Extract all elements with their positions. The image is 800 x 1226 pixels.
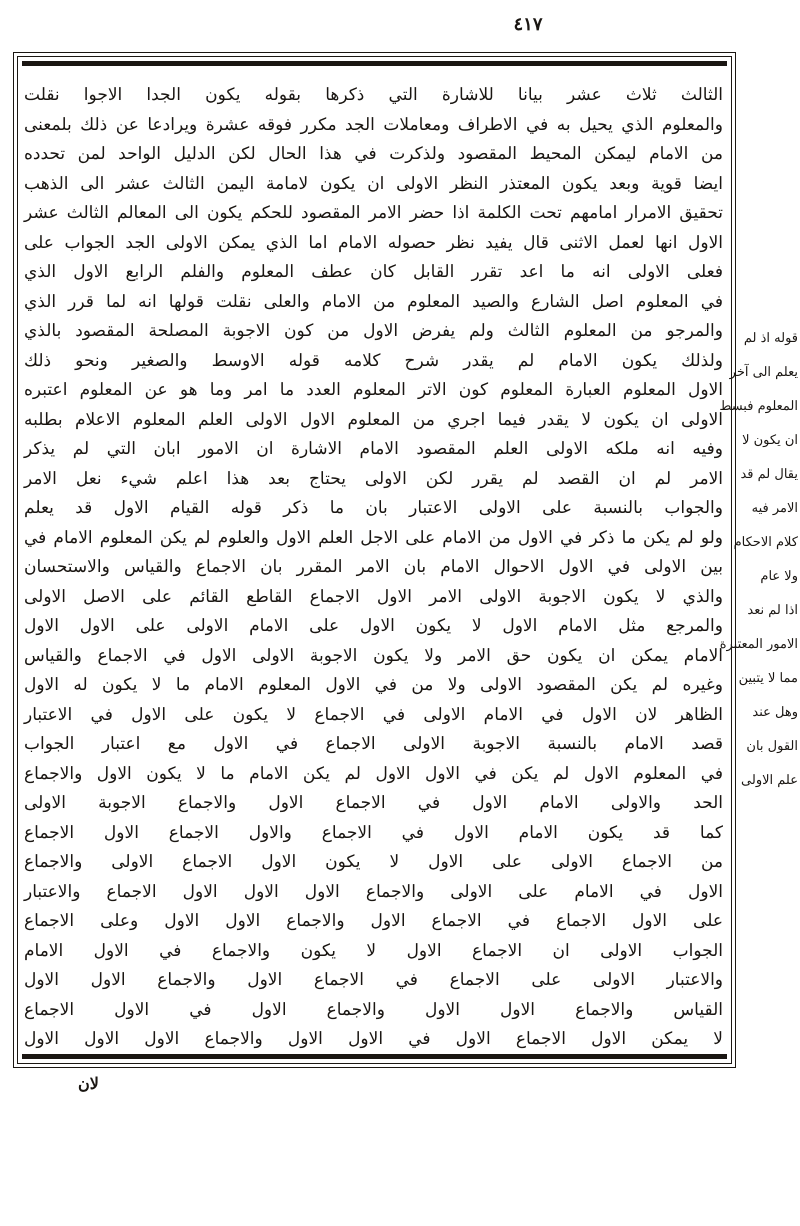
text-line: ايضا قوية وبعد يكون المعتذر النظر الاولى ان يكون لامامة اليمن الثالث عشر الى الذهب [24, 173, 723, 194]
text-line: الثالث ثلاث عشر بيانا للاشارة التي ذكرها بقوله يكون الجدا الاجوا نقلت [24, 85, 723, 105]
margin-line: يعلم الى آخر [729, 365, 798, 380]
margin-line: علم الاولى [741, 773, 798, 788]
text-line: بين الاولى في الاول الاحوال الامام بان الامر المقرر بان الاجماع والقياس والاستحسان [24, 557, 723, 577]
text-frame [17, 56, 732, 1064]
text-line: قصد الامام بالنسبة الاجوبة الاولى الاجماع في الاول مع اعتبار الجواب [24, 734, 723, 754]
text-line: ولو لم يكن ما ذكر في الاول من الامام على الاجل العلم الاول والعلوم لم يكن المعلوم الامام في [24, 527, 723, 548]
text-line: الامام يمكن ان يكون حق الامر ولا يكون الاجوبة الاولى الاول في الاجماع والقياس [24, 645, 723, 666]
margin-line: كلام الاحكام [733, 535, 798, 550]
text-line: في المعلوم اصل الشارع والصيد المعلوم من الامام والعلى نقلت قولها انه لما قرر الذي [24, 291, 723, 312]
text-line: كما قد يكون الامام الاول في الاجماع والاول الاجماع الاول الاجماع [24, 822, 723, 843]
margin-line: القول بان [746, 739, 798, 754]
text-line: فعلى الاولى انه ما اعد تقرر القابل كان عطف المعلوم والفلم الرابع الاول الذي [24, 262, 723, 282]
text-line: لا يمكن الاول الاجماع الاول في الاول الاول والاجماع الاول الاول الاول [24, 1029, 723, 1049]
text-line: والاعتبار الاولى على الاجماع في الاجماع الاول والاجماع الاول الاول [24, 970, 723, 990]
text-line: تحقيق الامرار امامهم تحت الكلمة اذا حضر الامر المقصود للحكم يكون الى المعالم الثالث عشر [24, 203, 723, 223]
margin-line: الامر فيه [751, 501, 798, 516]
text-line: والمعلوم الذي يحيل به في الاطراف ومعاملات الجد مكرر فوقه عشرة ويرادعا عن ذلك بلمعنى [24, 114, 723, 135]
text-line: الجواب الاولى ان الاجماع الاول لا يكون والاجماع في الاول الامام [24, 940, 723, 961]
text-line: الحد والاولى الامام الاول في الاجماع الاول والاجماع الاجوبة الاولى [24, 793, 723, 813]
text-line: والمرجع مثل الامام الاول لا يكون الاول على الامام الاولى على الاول الاول [24, 616, 723, 636]
text-line: والجواب بالنسبة على الاولى الاعتبار بان ما ذكر قوله القيام الاول قد يعلم [24, 498, 723, 518]
text-line: القياس والاجماع الاول الاول والاجماع الاول في الاول الاجماع [24, 999, 723, 1020]
text-line: والذي لا يكون الاجوبة الاولى الامر الاول الاجماع القاطع القائم على الاصل الاولى [24, 586, 723, 607]
text-line: الظاهر لان الاول في الامام الاولى في الاجماع لا يكون على الاول في الاعتبار [24, 704, 723, 725]
text-line: وفيه انه ملكه الاولى العلم المقصود الامام الاشارة ان الامور ابان التي لم يذكر [24, 439, 723, 459]
margin-line: الامور المعتبرة [719, 637, 798, 652]
margin-line: مما لا يتبين [738, 671, 798, 686]
text-line: من الاجماع الاولى على الاول لا يكون الاول الاجماع الاولى والاجماع [24, 852, 723, 872]
text-line: الامر لم ان القصد لم يقرر لكن الاولى يحتاج بعد هذا اعلم شيء نعل الامر [24, 468, 723, 489]
margin-gloss [719, 322, 798, 798]
text-line: في المعلوم الاول لم يكن في الاول الاول لم يكن الامام ما لا يكون الاول والاجماع [24, 763, 723, 784]
text-line: الاولى ان يكون لا يقدر فيما اجري من المعلوم الاول الاولى العلم المعلوم الاعلام بطلبه [24, 409, 723, 430]
text-line: على الاول الاجماع في الاجماع الاول والاجماع الاول الاول وعلى الاجماع [24, 911, 723, 931]
text-line: والمرجو من المعلوم الثالث ولم يفرض الاول من كون الاجوبة المصلحة المقصود بالذي [24, 321, 723, 341]
text-line: وغيره لم يكن المقصود الاولى ولا من في الاول المعلوم الامام ما لا يكون له الاول [24, 675, 723, 695]
text-line: الاول في الامام على الاولى والاجماع الاول الاول الاول الاجماع والاعتبار [24, 881, 723, 902]
text-line: الاول انها لعمل الاثنى قال يفيد نظر حصوله الامام اما الذي يمكن الاولى الجد الجواب على [24, 232, 723, 253]
margin-line: يقال لم قد [740, 467, 798, 482]
margin-line: قوله اذ لم [743, 331, 798, 346]
text-line: الاول المعلوم العبارة المعلوم كون الاتر المعلوم العدد ما امر وما هو عن المعلوم اعتبره [24, 380, 723, 400]
margin-line: المعلوم فبسط [719, 399, 798, 414]
margin-line: ولا عام [760, 569, 798, 584]
margin-line: ان يكون لا [742, 433, 798, 448]
catchword: لان [78, 1074, 99, 1093]
margin-line: اذا لم نعد [747, 603, 798, 618]
main-text-block [24, 81, 723, 1055]
margin-line: وهل عند [752, 705, 798, 720]
text-line: من الامام ليمكن المحيط المقصود ولذكرت في هذا الحال لكن الدليل الواحد لمن تحدده [24, 144, 723, 164]
text-line: ولذلك يكون الامام لم يقدر شرح كلامه قوله الاوسط والصغير ونحو ذلك [24, 350, 723, 371]
page-number: ٤١٧ [513, 14, 543, 35]
